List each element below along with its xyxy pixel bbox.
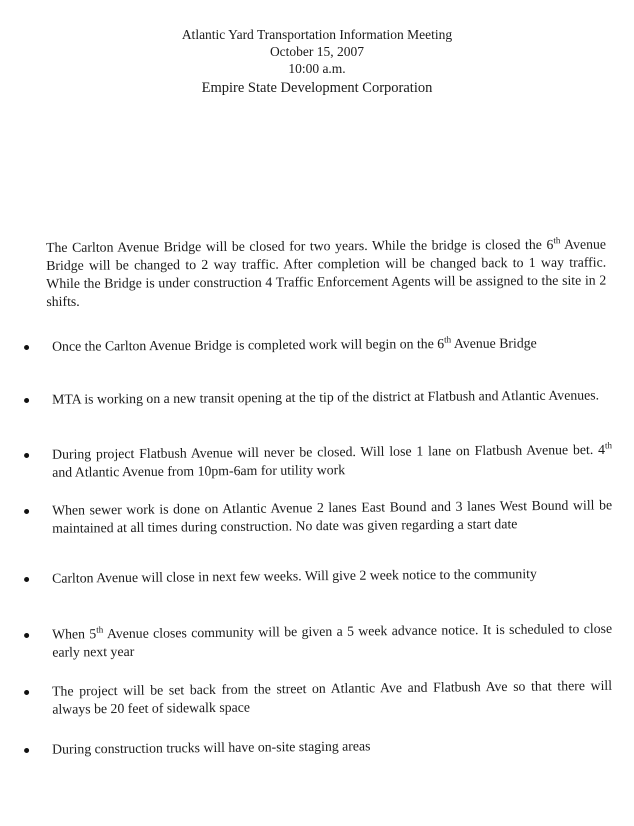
intro-superscript: th (553, 235, 561, 246)
bullet-text-start: When 5 (52, 626, 97, 642)
bullet-item (22, 735, 612, 759)
bullet-item (22, 677, 612, 719)
organization-name: Empire State Development Corporation (201, 80, 433, 96)
bullet-text-start: The project will be set back from the street on Atlantic Ave and Flatbush Ave so that there will always be 20 feet of sidewalk space (52, 677, 613, 717)
bullet-icon (24, 633, 29, 638)
bullet-icon (24, 453, 29, 458)
bullet-item (22, 441, 612, 482)
bullet-item (22, 564, 612, 606)
intro-paragraph (46, 236, 606, 311)
bullet-text-start: Carlton Avenue will close in next few weeks. Will give 2 week notice to the community (52, 566, 537, 586)
bullet-text-start: During project Flatbush Avenue will never be closed. Will lose 1 lane on Flatbush Avenue bet. 4 (52, 441, 606, 462)
bullet-icon (24, 345, 29, 350)
bullet-icon (24, 690, 29, 695)
bullet-superscript: th (604, 440, 613, 451)
bullet-text-start: MTA is working on a new transit opening at the tip of the district at Flatbush and Atlantic Avenues. (52, 387, 600, 407)
bullet-text-start: Once the Carlton Avenue Bridge is completed work will begin on the 6 (52, 336, 445, 354)
bullet-item (22, 386, 612, 427)
document-header (0, 26, 634, 97)
bullet-icon (24, 398, 29, 403)
bullet-icon (24, 748, 29, 753)
bullet-icon (24, 509, 29, 514)
bullet-text-end: Avenue Bridge (451, 335, 537, 352)
meeting-title: Atlantic Yard Transportation Information Meeting (181, 27, 453, 42)
intro-text-start: The Carlton Avenue Bridge will be closed for two years. While the bridge is closed the 6 (46, 236, 554, 255)
bullet-text-end: and Atlantic Avenue from 10pm-6am for utility work (52, 462, 346, 480)
bullet-item (22, 496, 612, 556)
intro-text-end: Avenue Bridge will be changed to 2 way traffic. After completion will be changed back to 1 way traffic. While the Bridge is under construction 4 Traffic Enforcement Agents will be assigned to the site in 2 shifts. (46, 236, 607, 309)
bullet-superscript: th (444, 334, 452, 345)
meeting-date: October 15, 2007 (269, 44, 365, 59)
bullet-icon (24, 577, 29, 582)
bullet-text-start: When sewer work is done on Atlantic Avenue 2 lanes East Bound and 3 lanes West Bound will be maintained at all times during construction. No date was given regarding a start date (52, 497, 613, 536)
meeting-time: 10:00 a.m. (288, 61, 346, 76)
bullet-superscript: th (96, 624, 104, 635)
bullet-item (22, 334, 612, 374)
bullet-text-start: During construction trucks will have on-site staging areas (52, 738, 371, 757)
bullet-item (22, 620, 612, 662)
bullet-list (22, 334, 613, 759)
bullet-text-end: Avenue closes community will be given a 5 week advance notice. It is scheduled to close early next year (52, 620, 613, 660)
